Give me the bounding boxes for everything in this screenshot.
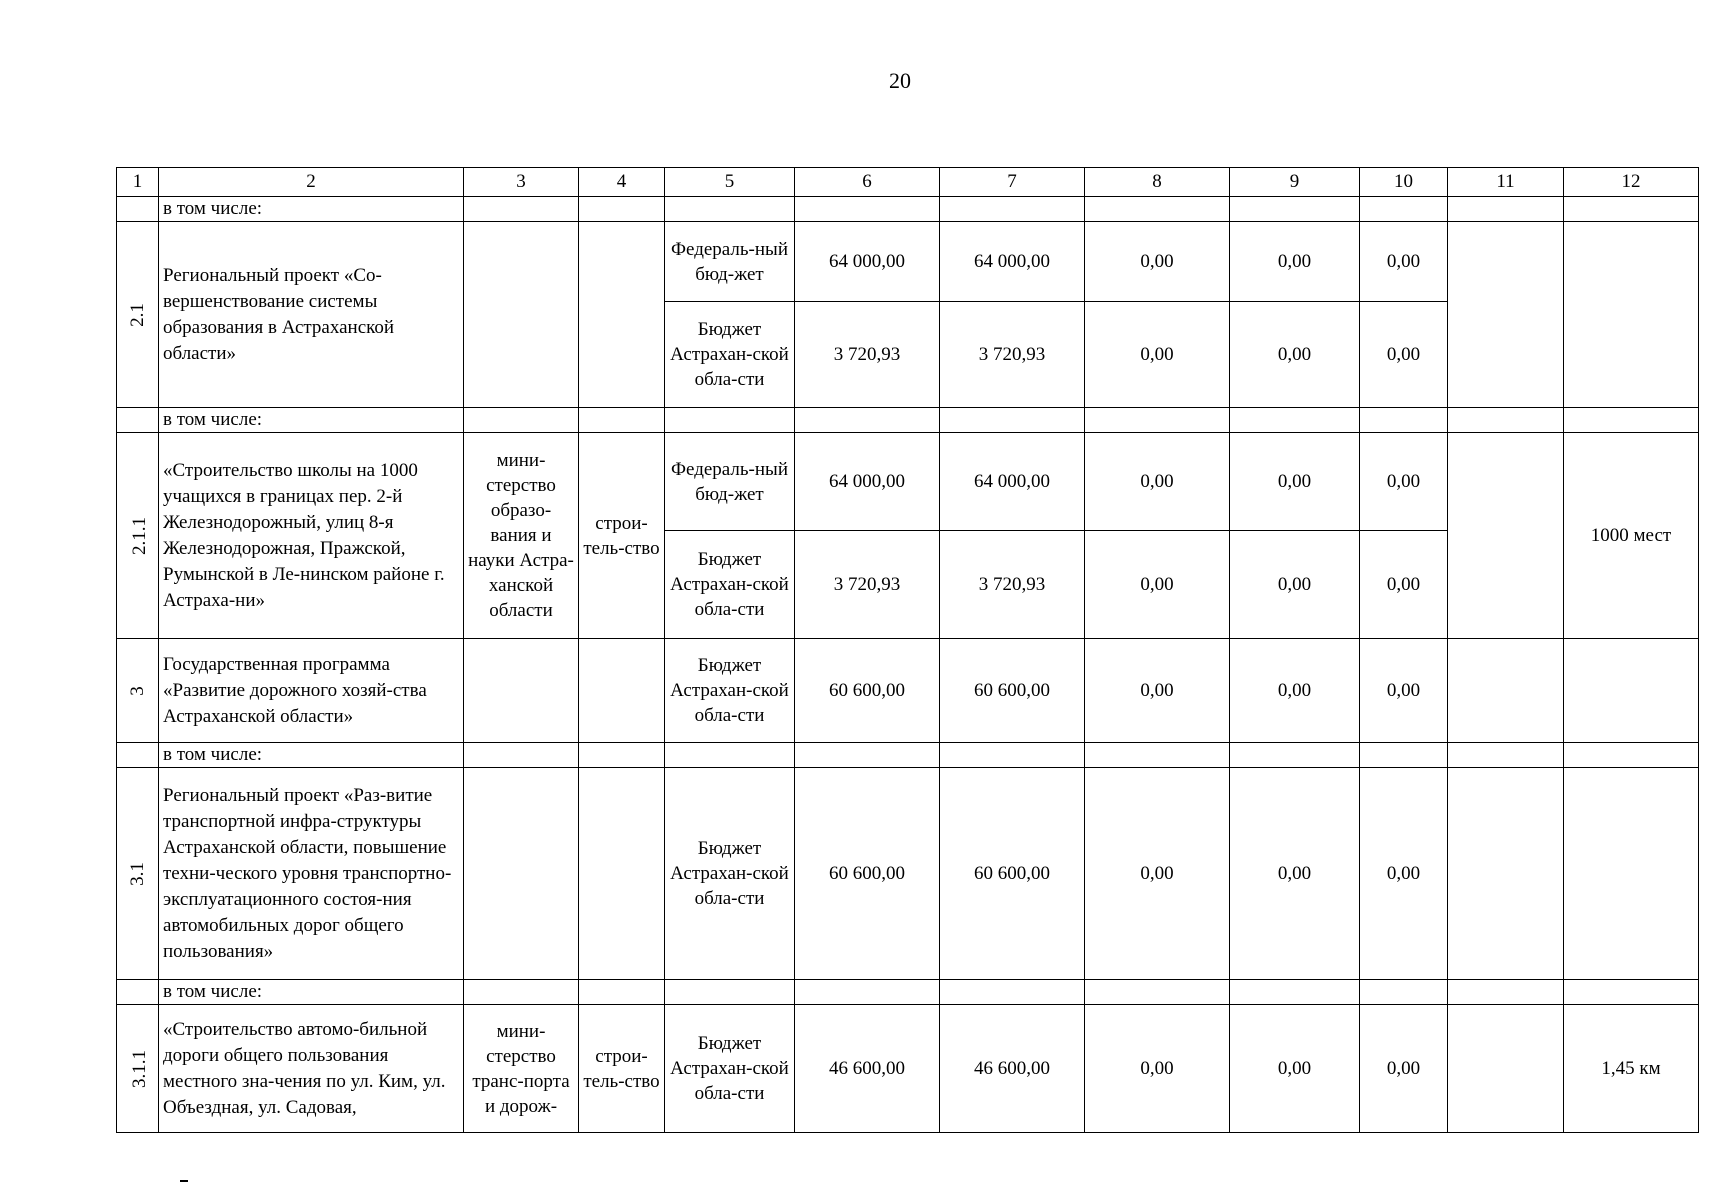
value-cell: 60 600,00 bbox=[940, 768, 1085, 980]
table-row bbox=[117, 639, 1699, 743]
header-cell: 8 bbox=[1085, 168, 1230, 197]
value-cell: 0,00 bbox=[1360, 1005, 1448, 1133]
value-cell: 0,00 bbox=[1230, 531, 1360, 639]
header-cell: 11 bbox=[1448, 168, 1564, 197]
funding-source: Бюджет Астрахан-ской обла-сти bbox=[665, 639, 795, 743]
header-cell: 4 bbox=[579, 168, 665, 197]
table-row bbox=[117, 408, 1699, 433]
value-cell: 64 000,00 bbox=[940, 222, 1085, 302]
value-cell: 0,00 bbox=[1360, 222, 1448, 302]
value-cell: 60 600,00 bbox=[795, 639, 940, 743]
value-cell: 0,00 bbox=[1230, 639, 1360, 743]
value-cell: 0,00 bbox=[1085, 768, 1230, 980]
header-cell: 3 bbox=[464, 168, 579, 197]
work-type: строи-тель-ство bbox=[579, 1005, 665, 1133]
table-row bbox=[117, 980, 1699, 1005]
header-cell: 6 bbox=[795, 168, 940, 197]
table-row bbox=[117, 433, 1699, 531]
header-cell: 2 bbox=[159, 168, 464, 197]
value-cell: 0,00 bbox=[1085, 302, 1230, 408]
row-number: 3.1 bbox=[117, 768, 159, 980]
row-number: 2.1 bbox=[117, 222, 159, 408]
row-name: Государственная программа «Развитие дорожного хозяй-ства Астраханской области» bbox=[159, 639, 464, 743]
row-number: 3.1.1 bbox=[117, 1005, 159, 1133]
table-row bbox=[117, 743, 1699, 768]
row-number: 2.1.1 bbox=[117, 433, 159, 639]
including-label: в том числе: bbox=[159, 408, 464, 433]
value-cell: 64 000,00 bbox=[940, 433, 1085, 531]
value-cell: 0,00 bbox=[1230, 1005, 1360, 1133]
result-cell: 1,45 км bbox=[1564, 1005, 1699, 1133]
value-cell: 3 720,93 bbox=[795, 302, 940, 408]
header-cell: 12 bbox=[1564, 168, 1699, 197]
funding-source: Бюджет Астрахан-ской обла-сти bbox=[665, 768, 795, 980]
funding-source: Бюджет Астрахан-ской обла-сти bbox=[665, 531, 795, 639]
funding-source: Федераль-ный бюд-жет bbox=[665, 433, 795, 531]
header-cell: 5 bbox=[665, 168, 795, 197]
header-cell: 10 bbox=[1360, 168, 1448, 197]
work-type: строи-тель-ство bbox=[579, 433, 665, 639]
value-cell: 0,00 bbox=[1360, 639, 1448, 743]
header-cell: 1 bbox=[117, 168, 159, 197]
value-cell: 0,00 bbox=[1360, 531, 1448, 639]
value-cell: 46 600,00 bbox=[795, 1005, 940, 1133]
value-cell: 0,00 bbox=[1230, 433, 1360, 531]
value-cell: 0,00 bbox=[1230, 768, 1360, 980]
value-cell: 3 720,93 bbox=[940, 302, 1085, 408]
value-cell: 0,00 bbox=[1360, 768, 1448, 980]
value-cell: 3 720,93 bbox=[940, 531, 1085, 639]
value-cell: 0,00 bbox=[1085, 222, 1230, 302]
table-row bbox=[117, 1005, 1699, 1133]
value-cell: 0,00 bbox=[1360, 302, 1448, 408]
header-cell: 7 bbox=[940, 168, 1085, 197]
row-number: 3 bbox=[117, 639, 159, 743]
row-name: «Строительство школы на 1000 учащихся в границах пер. 2-й Железнодорожный, улиц 8-я Железнодорожная, Пражской, Румынской в Ле-нинском районе г. Астраха-ни» bbox=[159, 433, 464, 639]
page-number: 20 bbox=[889, 68, 911, 93]
value-cell: 3 720,93 bbox=[795, 531, 940, 639]
including-label: в том числе: bbox=[159, 980, 464, 1005]
value-cell: 0,00 bbox=[1230, 222, 1360, 302]
value-cell: 0,00 bbox=[1085, 433, 1230, 531]
including-label: в том числе: bbox=[159, 197, 464, 222]
result-cell: 1000 мест bbox=[1564, 433, 1699, 639]
value-cell: 0,00 bbox=[1360, 433, 1448, 531]
row-name: Региональный проект «Со-вершенствование системы образования в Астраханской области» bbox=[159, 222, 464, 408]
table-row bbox=[117, 768, 1699, 980]
value-cell: 0,00 bbox=[1230, 302, 1360, 408]
value-cell: 46 600,00 bbox=[940, 1005, 1085, 1133]
executor: мини-стерство транс-порта и дорож- bbox=[464, 1005, 579, 1133]
funding-source: Бюджет Астрахан-ской обла-сти bbox=[665, 302, 795, 408]
value-cell: 0,00 bbox=[1085, 531, 1230, 639]
funding-source: Федераль-ный бюд-жет bbox=[665, 222, 795, 302]
table-row bbox=[117, 197, 1699, 222]
budget-table bbox=[116, 167, 1699, 1133]
table-header-row bbox=[117, 168, 1699, 197]
value-cell: 0,00 bbox=[1085, 639, 1230, 743]
row-name: «Строительство автомо-бильной дороги общего пользования местного зна-чения по ул. Ким, ул. Объездная, ул. Садовая, bbox=[159, 1005, 464, 1133]
row-name: Региональный проект «Раз-витие транспортной инфра-структуры Астраханской области, повышение техни-ческого уровня транспортно-эксплуатационного состоя-ния автомобильных дорог общего пользования» bbox=[159, 768, 464, 980]
funding-source: Бюджет Астрахан-ской обла-сти bbox=[665, 1005, 795, 1133]
value-cell: 60 600,00 bbox=[940, 639, 1085, 743]
value-cell: 60 600,00 bbox=[795, 768, 940, 980]
header-cell: 9 bbox=[1230, 168, 1360, 197]
including-label: в том числе: bbox=[159, 743, 464, 768]
scan-mark bbox=[180, 1180, 188, 1182]
value-cell: 0,00 bbox=[1085, 1005, 1230, 1133]
value-cell: 64 000,00 bbox=[795, 433, 940, 531]
value-cell: 64 000,00 bbox=[795, 222, 940, 302]
table-row bbox=[117, 222, 1699, 302]
executor: мини-стерство образо-вания и науки Астра-ханской области bbox=[464, 433, 579, 639]
